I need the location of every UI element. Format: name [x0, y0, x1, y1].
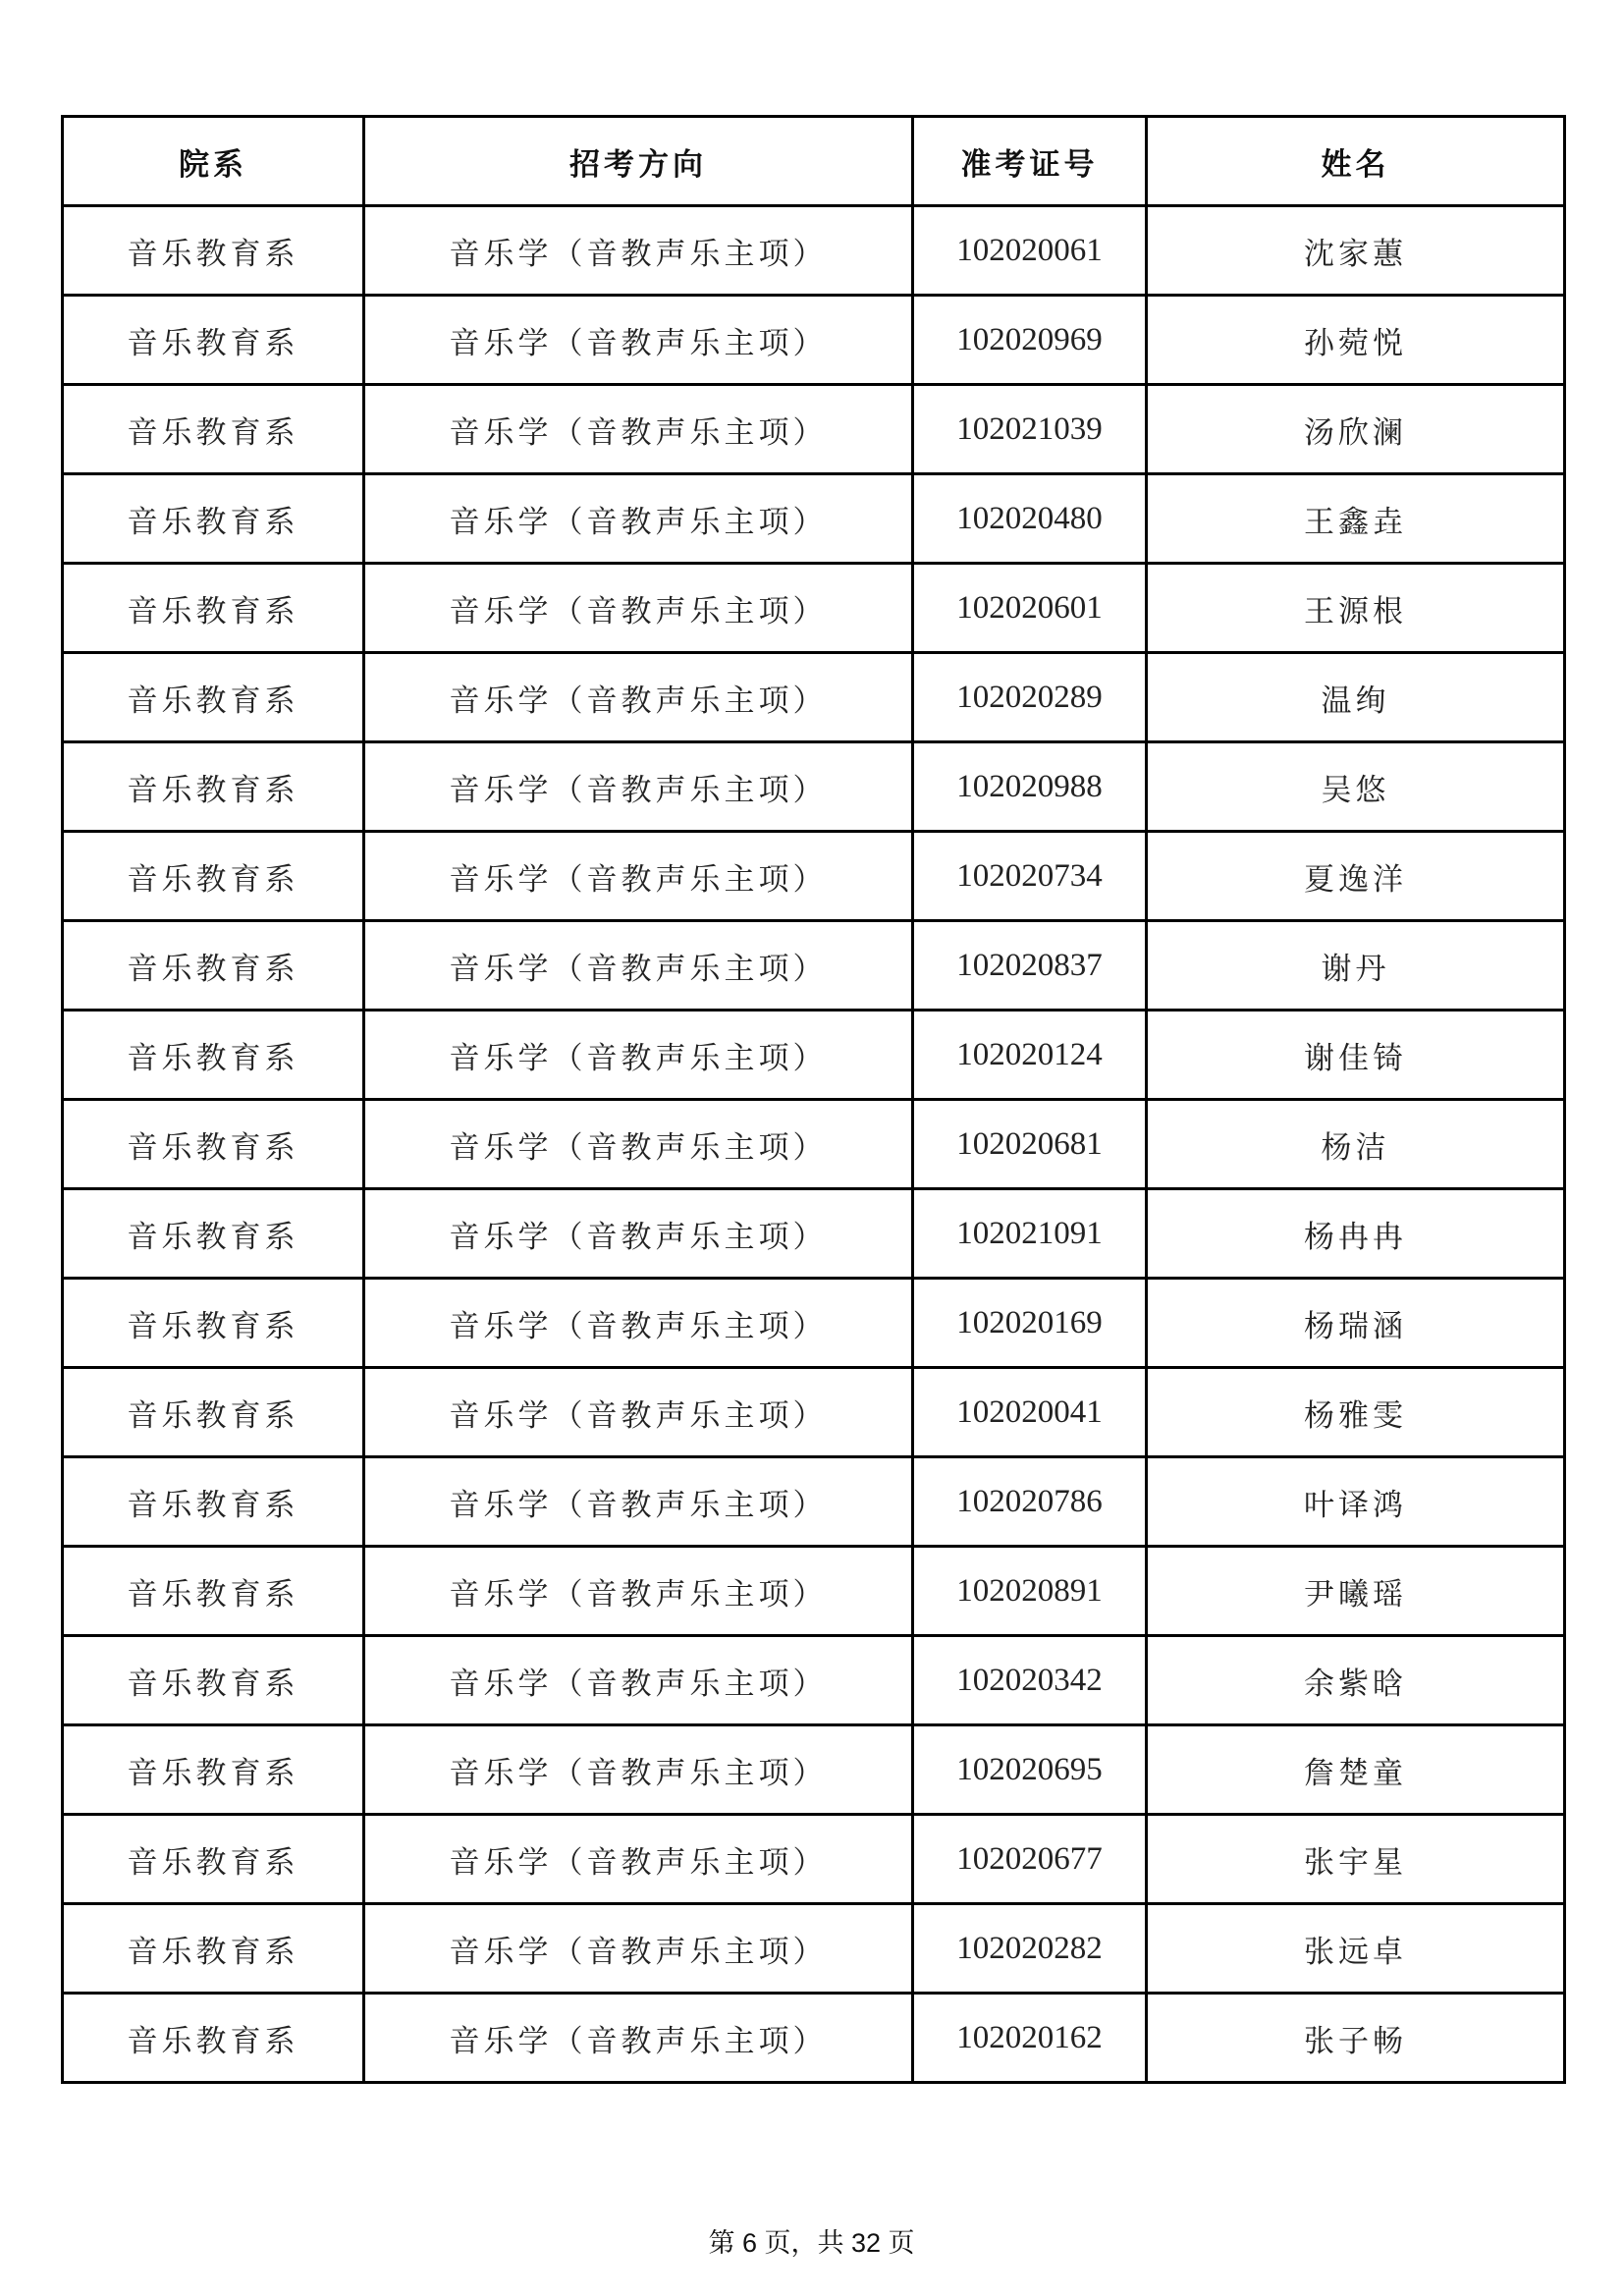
cell-department: 音乐教育系	[63, 1457, 364, 1547]
cell-name: 杨洁	[1147, 1100, 1565, 1189]
cell-name: 杨冉冉	[1147, 1189, 1565, 1279]
cell-exam-id: 102020677	[913, 1815, 1147, 1904]
cell-direction: 音乐学（音教声乐主项）	[364, 1279, 913, 1368]
cell-exam-id: 102020601	[913, 564, 1147, 653]
cell-name: 杨雅雯	[1147, 1368, 1565, 1457]
cell-exam-id: 102020124	[913, 1011, 1147, 1100]
table-row	[63, 1904, 1565, 1994]
cell-direction: 音乐学（音教声乐主项）	[364, 296, 913, 385]
header-department: 院系	[63, 117, 364, 206]
cell-name: 孙菀悦	[1147, 296, 1565, 385]
cell-name: 余紫晗	[1147, 1636, 1565, 1725]
cell-name: 王鑫垚	[1147, 474, 1565, 564]
cell-direction: 音乐学（音教声乐主项）	[364, 1547, 913, 1636]
cell-exam-id: 102021039	[913, 385, 1147, 474]
cell-direction: 音乐学（音教声乐主项）	[364, 1011, 913, 1100]
cell-direction: 音乐学（音教声乐主项）	[364, 832, 913, 921]
cell-department: 音乐教育系	[63, 206, 364, 296]
cell-exam-id: 102020681	[913, 1100, 1147, 1189]
cell-department: 音乐教育系	[63, 564, 364, 653]
cell-exam-id: 102020695	[913, 1725, 1147, 1815]
cell-direction: 音乐学（音教声乐主项）	[364, 1815, 913, 1904]
cell-department: 音乐教育系	[63, 921, 364, 1011]
cell-direction: 音乐学（音教声乐主项）	[364, 653, 913, 742]
cell-direction: 音乐学（音教声乐主项）	[364, 474, 913, 564]
cell-exam-id: 102020061	[913, 206, 1147, 296]
cell-department: 音乐教育系	[63, 1189, 364, 1279]
table-body	[63, 206, 1565, 2083]
cell-department: 音乐教育系	[63, 1368, 364, 1457]
cell-exam-id: 102020169	[913, 1279, 1147, 1368]
cell-department: 音乐教育系	[63, 742, 364, 832]
cell-direction: 音乐学（音教声乐主项）	[364, 206, 913, 296]
table-row	[63, 1011, 1565, 1100]
table-row	[63, 564, 1565, 653]
cell-department: 音乐教育系	[63, 385, 364, 474]
header-direction: 招考方向	[364, 117, 913, 206]
cell-name: 詹楚童	[1147, 1725, 1565, 1815]
cell-name: 吴悠	[1147, 742, 1565, 832]
cell-direction: 音乐学（音教声乐主项）	[364, 1189, 913, 1279]
cell-department: 音乐教育系	[63, 1994, 364, 2083]
cell-name: 尹曦瑶	[1147, 1547, 1565, 1636]
cell-exam-id: 102020988	[913, 742, 1147, 832]
cell-direction: 音乐学（音教声乐主项）	[364, 385, 913, 474]
table-row	[63, 1815, 1565, 1904]
table-row	[63, 1636, 1565, 1725]
table-row	[63, 1368, 1565, 1457]
cell-department: 音乐教育系	[63, 1815, 364, 1904]
table-row	[63, 206, 1565, 296]
header-exam-id: 准考证号	[913, 117, 1147, 206]
cell-exam-id: 102020282	[913, 1904, 1147, 1994]
cell-exam-id: 102020786	[913, 1457, 1147, 1547]
table-row	[63, 385, 1565, 474]
admission-roster-table	[61, 115, 1566, 2084]
table-row	[63, 742, 1565, 832]
cell-department: 音乐教育系	[63, 474, 364, 564]
cell-department: 音乐教育系	[63, 1011, 364, 1100]
table-row	[63, 1457, 1565, 1547]
cell-name: 温绚	[1147, 653, 1565, 742]
cell-name: 杨瑞涵	[1147, 1279, 1565, 1368]
table-row	[63, 1725, 1565, 1815]
cell-exam-id: 102020342	[913, 1636, 1147, 1725]
cell-direction: 音乐学（音教声乐主项）	[364, 1994, 913, 2083]
cell-exam-id: 102021091	[913, 1189, 1147, 1279]
cell-exam-id: 102020480	[913, 474, 1147, 564]
table-row	[63, 474, 1565, 564]
header-name: 姓名	[1147, 117, 1565, 206]
cell-name: 叶译鸿	[1147, 1457, 1565, 1547]
cell-name: 张远卓	[1147, 1904, 1565, 1994]
cell-exam-id: 102020837	[913, 921, 1147, 1011]
cell-department: 音乐教育系	[63, 653, 364, 742]
cell-name: 夏逸洋	[1147, 832, 1565, 921]
cell-department: 音乐教育系	[63, 1725, 364, 1815]
cell-name: 汤欣澜	[1147, 385, 1565, 474]
cell-direction: 音乐学（音教声乐主项）	[364, 1457, 913, 1547]
cell-department: 音乐教育系	[63, 832, 364, 921]
cell-department: 音乐教育系	[63, 296, 364, 385]
cell-direction: 音乐学（音教声乐主项）	[364, 1725, 913, 1815]
cell-direction: 音乐学（音教声乐主项）	[364, 742, 913, 832]
cell-exam-id: 102020969	[913, 296, 1147, 385]
header-row	[63, 117, 1565, 206]
table-row	[63, 296, 1565, 385]
page-number-footer: 第 6 页，共 32 页	[708, 2228, 915, 2258]
table-row	[63, 1994, 1565, 2083]
table-row	[63, 1279, 1565, 1368]
cell-exam-id: 102020162	[913, 1994, 1147, 2083]
cell-exam-id: 102020734	[913, 832, 1147, 921]
table-header	[63, 117, 1565, 206]
cell-direction: 音乐学（音教声乐主项）	[364, 564, 913, 653]
cell-name: 谢丹	[1147, 921, 1565, 1011]
table-row	[63, 832, 1565, 921]
table-row	[63, 1547, 1565, 1636]
table-row	[63, 653, 1565, 742]
cell-department: 音乐教育系	[63, 1100, 364, 1189]
cell-name: 张宇星	[1147, 1815, 1565, 1904]
cell-name: 张子畅	[1147, 1994, 1565, 2083]
cell-exam-id: 102020289	[913, 653, 1147, 742]
cell-department: 音乐教育系	[63, 1547, 364, 1636]
cell-direction: 音乐学（音教声乐主项）	[364, 1904, 913, 1994]
cell-exam-id: 102020891	[913, 1547, 1147, 1636]
cell-exam-id: 102020041	[913, 1368, 1147, 1457]
table-row	[63, 921, 1565, 1011]
cell-department: 音乐教育系	[63, 1279, 364, 1368]
table-row	[63, 1100, 1565, 1189]
cell-department: 音乐教育系	[63, 1636, 364, 1725]
table-row	[63, 1189, 1565, 1279]
cell-direction: 音乐学（音教声乐主项）	[364, 1368, 913, 1457]
cell-name: 王源根	[1147, 564, 1565, 653]
cell-direction: 音乐学（音教声乐主项）	[364, 921, 913, 1011]
cell-department: 音乐教育系	[63, 1904, 364, 1994]
cell-direction: 音乐学（音教声乐主项）	[364, 1636, 913, 1725]
cell-name: 沈家蕙	[1147, 206, 1565, 296]
cell-name: 谢佳锜	[1147, 1011, 1565, 1100]
cell-direction: 音乐学（音教声乐主项）	[364, 1100, 913, 1189]
